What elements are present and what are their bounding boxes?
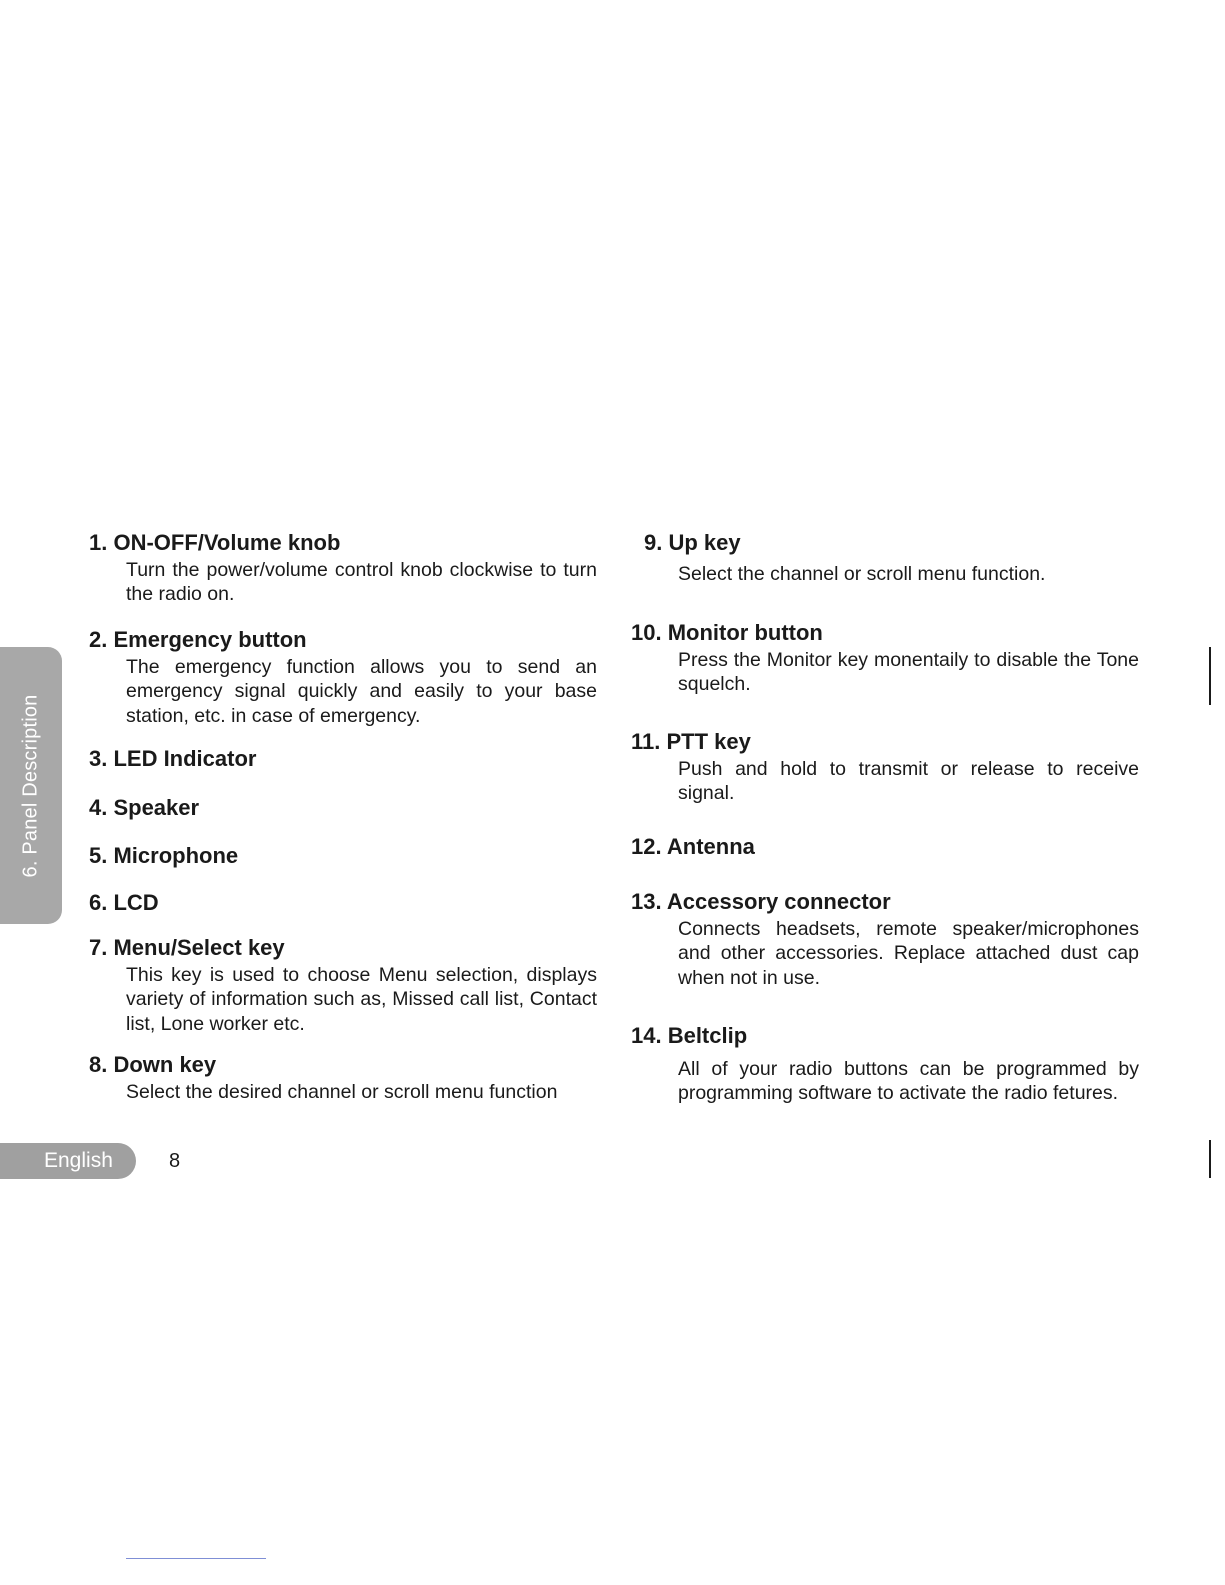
panel-item-up-key [631, 530, 1139, 586]
panel-item-description: Push and hold to transmit or release to receive signal. [678, 758, 1139, 805]
panel-item-down-key [89, 1052, 597, 1104]
panel-item-title: 3. LED Indicator [89, 746, 257, 771]
panel-item-ptt-key [631, 729, 1139, 806]
panel-item-on-off-volume-knob [89, 530, 597, 607]
panel-item-description: Select the channel or scroll menu function. [678, 563, 1046, 585]
panel-item-led-indicator [89, 746, 597, 772]
panel-item-description: This key is used to choose Menu selection, displays variety of information such as, Missed call list, Contact list, Lone worker etc. [126, 964, 597, 1035]
bottom-rule [126, 1558, 266, 1559]
panel-item-title: 14. Beltclip [631, 1023, 748, 1048]
panel-item-monitor-button [631, 620, 1139, 697]
panel-item-microphone [89, 843, 597, 869]
panel-item-title: 13. Accessory connector [631, 889, 891, 914]
panel-item-description: Press the Monitor key monentaily to disable the Tone squelch. [678, 649, 1139, 696]
panel-item-title: 7. Menu/Select key [89, 935, 285, 960]
page-edge-mark [1209, 647, 1211, 705]
panel-item-title: 5. Microphone [89, 843, 239, 868]
panel-item-description: All of your radio buttons can be programmed by programming software to activate the radio fetures. [678, 1058, 1139, 1105]
panel-item-emergency-button [89, 627, 597, 728]
panel-item-description: Connects headsets, remote speaker/microphones and other accessories. Replace attached dust cap when not in use. [678, 918, 1139, 989]
panel-item-description: Turn the power/volume control knob clockwise to turn the radio on. [126, 559, 597, 606]
panel-item-description: Select the desired channel or scroll menu function [126, 1081, 558, 1103]
language-badge: English [0, 1143, 136, 1179]
panel-item-title: 4. Speaker [89, 795, 200, 820]
panel-item-title: 6. LCD [89, 890, 159, 915]
page-edge-mark [1209, 1140, 1211, 1178]
panel-item-title: 10. Monitor button [631, 620, 823, 645]
panel-item-title: 8. Down key [89, 1052, 217, 1077]
panel-item-speaker [89, 795, 597, 821]
panel-item-title: 1. ON-OFF/Volume knob [89, 530, 341, 555]
panel-item-beltclip [631, 1023, 1139, 1106]
panel-item-title: 12. Antenna [631, 834, 755, 859]
panel-item-antenna [631, 834, 1139, 860]
page-number: 8 [169, 1150, 181, 1172]
panel-item-title: 2. Emergency button [89, 627, 307, 652]
panel-item-title: 11. PTT key [631, 729, 751, 754]
section-side-tab-label: 6. Panel Description [19, 694, 42, 878]
panel-item-lcd [89, 890, 597, 916]
panel-item-menu-select-key [89, 935, 597, 1036]
panel-item-accessory-connector [631, 889, 1139, 990]
panel-item-title: 9. Up key [644, 530, 741, 555]
panel-item-description: The emergency function allows you to send an emergency signal quickly and easily to your base station, etc. in case of emergency. [126, 656, 597, 727]
